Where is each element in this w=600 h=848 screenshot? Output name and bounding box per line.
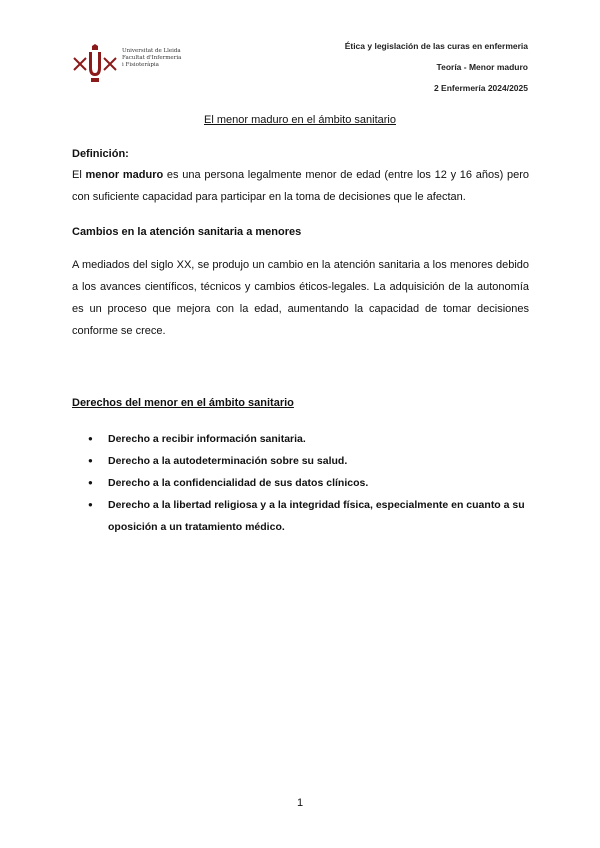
list-item: ● Derecho a la confidencialidad de sus datos clínicos.	[88, 472, 530, 494]
definition-text: es una persona legalmente menor de edad (entre los 12 y 16 años) pero con suficiente capacidad para participar en la toma de decisiones que le afectan.	[72, 169, 530, 203]
definition-section	[72, 148, 529, 208]
rights-section	[72, 397, 529, 409]
rights-list	[88, 428, 530, 538]
logo-line-2: Facultat d'Infermeria	[122, 55, 182, 61]
changes-heading: Cambios en la atención sanitaria a menores	[72, 226, 302, 238]
header-course: Ética y legislación de las curas en enfermeria	[344, 41, 528, 51]
university-emblem-icon	[72, 44, 118, 84]
header-topic: Teoría - Menor maduro	[436, 62, 528, 72]
document-header	[345, 36, 528, 99]
definition-paragraph	[72, 164, 529, 208]
document-title: El menor maduro en el ámbito sanitario	[204, 114, 396, 126]
changes-section	[72, 226, 529, 342]
definition-pre: El	[72, 169, 86, 181]
list-item: ● Derecho a la autodeterminación sobre su salud.	[88, 450, 530, 472]
list-item: ● Derecho a recibir información sanitaria.	[88, 428, 530, 450]
university-logo	[72, 44, 192, 84]
list-item: ● Derecho a la libertad religiosa y a la integridad física, especialmente en cuanto a su oposición a un tratamiento médico.	[88, 494, 530, 538]
definition-term: menor maduro	[85, 169, 164, 181]
logo-line-3: i Fisioteràpia	[122, 62, 159, 68]
logo-line-1: Universitat de Lleida	[122, 48, 181, 54]
page-number: 1	[296, 797, 304, 809]
logo-text	[122, 48, 181, 69]
header-year: 2 Enfermería 2024/2025	[433, 83, 528, 93]
changes-paragraph: A mediados del siglo XX, se produjo un cambio en la atención sanitaria a los menores debido a los avances científicos, técnicos y cambios éticos-legales. La adquisición de la autonomía es un proceso que mejora con la edad, aumentando la capacidad de tomar decisiones conforme se crece.	[72, 259, 529, 337]
definition-heading: Definición:	[72, 148, 129, 160]
rights-heading: Derechos del menor en el ámbito sanitario	[72, 397, 294, 409]
